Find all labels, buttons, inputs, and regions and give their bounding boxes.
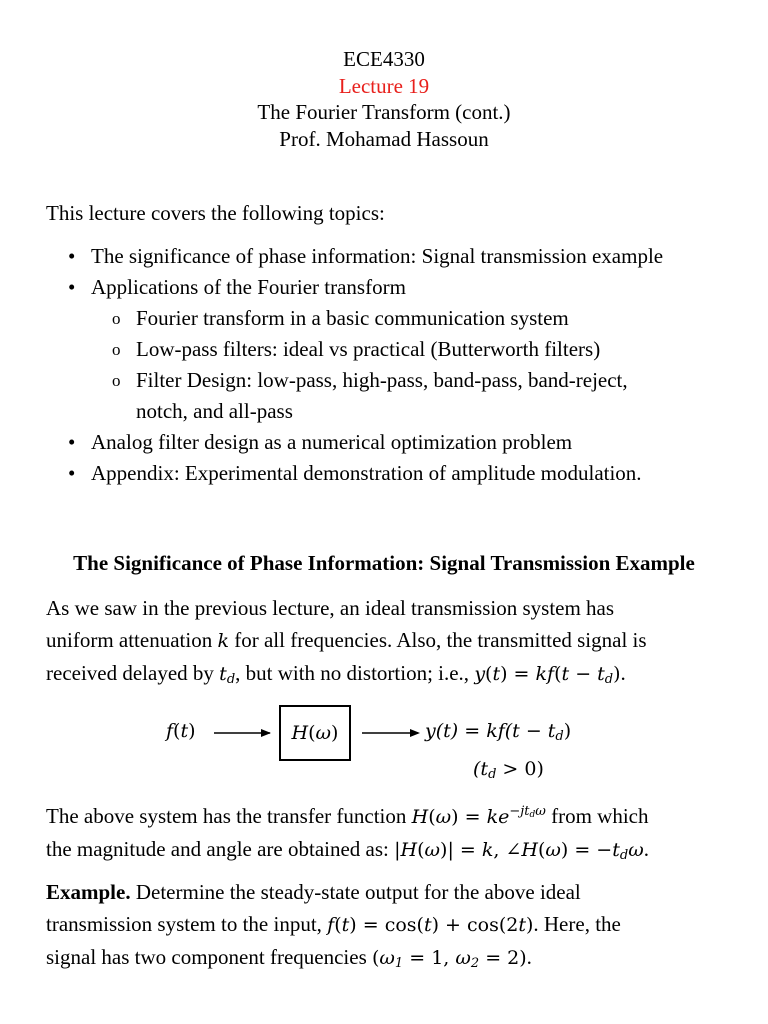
section-title: The Significance of Phase Information: Signal Transmission Example <box>73 551 695 575</box>
list-item: • Applications of the Fourier transform o Fourier transform in a basic communication system o Low-pass filters: ideal vs practical (Butterworth filters) o Filter Design: low-pass, high-pass, band-pass, band-reject, notch, and all-pass <box>46 272 663 427</box>
system-block-diagram <box>160 700 620 800</box>
bullet-icon: • <box>68 244 76 268</box>
list-item: • Analog filter design as a numerical optimization problem <box>46 427 663 458</box>
circle-bullet-icon: o <box>112 340 121 359</box>
list-item: • The significance of phase information: Signal transmission example <box>46 241 663 272</box>
diagram-arrows <box>160 700 620 800</box>
topic-list <box>46 241 663 489</box>
subtopic-list <box>91 303 663 427</box>
bullet-icon: • <box>68 430 76 454</box>
output-signal-label: $y(t) = kf(t - t_d)$ <box>425 720 572 744</box>
author: Prof. Mohamad Hassoun <box>279 126 489 151</box>
circle-bullet-icon: o <box>112 371 121 390</box>
list-item: o Filter Design: low-pass, high-pass, band-pass, band-reject, notch, and all-pass <box>91 365 663 427</box>
course-code: ECE4330 <box>343 47 425 71</box>
bullet-icon: • <box>68 275 76 299</box>
circle-bullet-icon: o <box>112 309 121 328</box>
list-item: o Low-pass filters: ideal vs practical (Butterworth filters) <box>91 334 663 365</box>
list-item: o Fourier transform in a basic communication system <box>91 303 663 334</box>
paragraph-transfer-function: The above system has the transfer function $H(\omega) = ke^{-jt_d\omega}$ from which the magnitude and angle are obtained as: |H(ω)| = k, ∠H(ω) = $-t_d\omega$. <box>46 804 649 863</box>
lecture-title: The Fourier Transform (cont.) <box>257 100 511 124</box>
paragraph-example: Example. Determine the steady-state output for the above ideal transmission system to the input, f(t) = cos(t) + cos(2t). Here, the signal has two component frequencies ($\omega_1 = 1$, $\omega_2 = 2$). <box>46 880 621 971</box>
paragraph-ideal-system: As we saw in the previous lecture, an ideal transmission system has uniform attenuation k for all frequencies. Also, the transmitted signal is received delayed by $t_d$, but with no distortion; i.e., $y(t) = kf(t - t_d)$. <box>46 596 647 687</box>
list-item: • Appendix: Experimental demonstration of amplitude modulation. <box>46 458 663 489</box>
delay-condition-label: $(t_d > 0)$ <box>473 758 544 782</box>
bullet-icon: • <box>68 461 76 485</box>
transfer-function-block: H(ω) <box>279 705 351 761</box>
intro-text: This lecture covers the following topics: <box>46 201 385 225</box>
input-signal-label: f(t) <box>166 720 196 742</box>
lecture-header <box>0 46 768 152</box>
lecture-number: Lecture 19 <box>338 73 430 98</box>
